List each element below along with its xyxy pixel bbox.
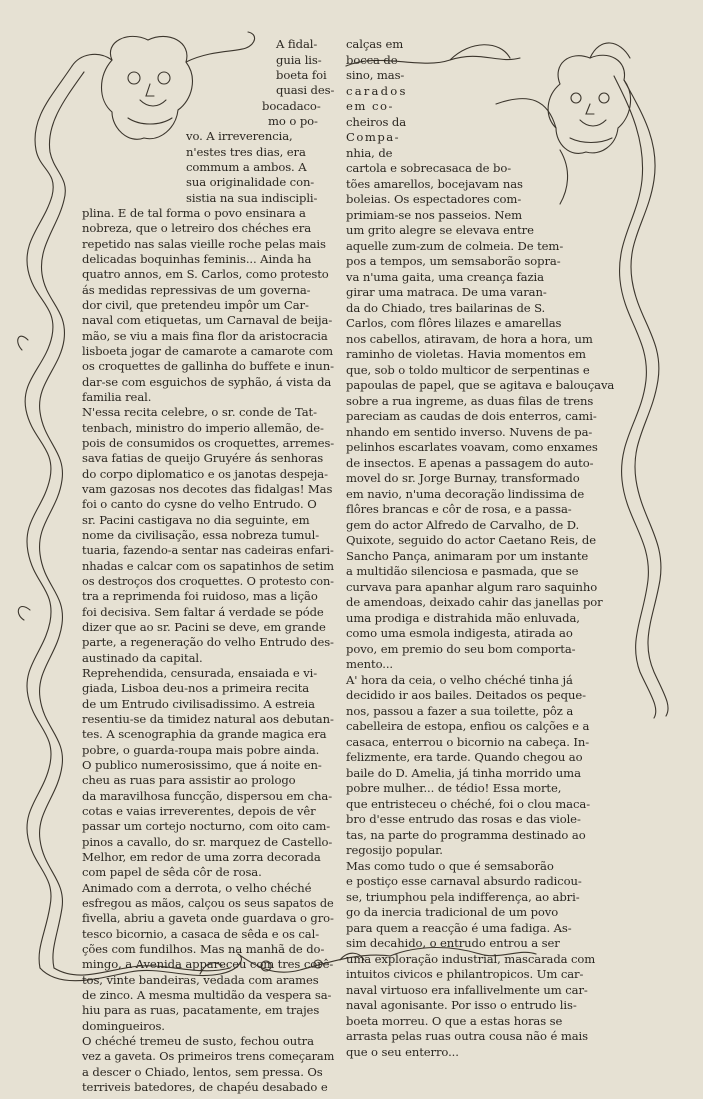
text-line: tra a reprimenda foi ruidoso, mas a lição	[82, 589, 318, 603]
text-line: nobreza, que o letreiro dos chéches era	[82, 221, 312, 235]
text-line: sistia na sua indiscipli-	[186, 191, 318, 205]
text-line: cheu as ruas para assistir ao prologo	[82, 773, 296, 787]
text-line: quatro annos, em S. Carlos, como protesto	[82, 267, 329, 281]
text-line: Carlos, com flôres lilazes e amarellas	[346, 316, 562, 330]
text-line: que, sob o toldo multicor de serpentinas e	[346, 363, 590, 377]
text-line: foi o canto do cysne do velho Entrudo. O	[82, 497, 317, 511]
text-line: pelinhos escarlates voavam, como enxames	[346, 440, 598, 454]
text-line: Reprehendida, censurada, ensaiada e vi-	[82, 666, 318, 680]
text-line: como uma esmola indigesta, atirada ao	[346, 626, 573, 640]
text-line: resentiu-se da timidez natural aos debutan-	[82, 712, 334, 726]
text-line: calças em	[346, 37, 404, 51]
text-line: bocca de	[346, 53, 398, 67]
text-line: de um Entrudo civilisadissimo. A estreia	[82, 697, 315, 711]
text-line: pos a tempos, um semsaborão sopra-	[346, 254, 561, 268]
text-line: de insectos. E apenas a passagem do auto-	[346, 456, 594, 470]
text-line: uma prodiga e distrahida mão enluvada,	[346, 611, 580, 625]
text-line: flôres brancas e côr de rosa, e a passa-	[346, 502, 572, 516]
text-line: foi decisiva. Sem faltar á verdade se póde	[82, 605, 324, 619]
text-line: tesco bicornio, a casaca de sêda e os cal-	[82, 927, 320, 941]
text-line: em navio, n'uma decoração lindissima de	[346, 487, 585, 501]
text-line: O chéché tremeu de susto, fechou outra	[82, 1034, 314, 1048]
text-line: se, triumphou pela indifferença, ao abri-	[346, 890, 580, 904]
text-line: delicadas boquinhas feminis... Ainda ha	[82, 252, 312, 266]
text-line: girar uma matraca. De uma varan-	[346, 285, 547, 299]
text-line: O publico numerosissimo, que á noite en-	[82, 758, 322, 772]
text-line: A' hora da ceia, o velho chéché tinha já	[346, 673, 573, 687]
text-line: cheiros da	[346, 115, 407, 129]
text-line: plina. E de tal forma o povo ensinara a	[82, 206, 306, 220]
text-line: movel do sr. Jorge Burnay, transformado	[346, 471, 580, 485]
text-line: uma exploração industrial, mascarada com	[346, 952, 596, 966]
text-line: A fidal-	[276, 37, 318, 51]
text-line: Melhor, em redor de uma zorra decorada	[82, 850, 321, 864]
text-line: em co-	[346, 99, 394, 113]
text-line: baile do D. Amelia, já tinha morrido uma	[346, 766, 581, 780]
text-line: de amendoas, deixado cahir das janellas por	[346, 595, 603, 609]
text-line: tuaria, fazendo-a sentar nas cadeiras enfari-	[82, 543, 334, 557]
text-line: ções com fundilhos. Mas na manhã de do-	[82, 942, 325, 956]
text-line: primiam-se nos passeios. Nem	[346, 208, 523, 222]
text-line: que o seu enterro...	[346, 1045, 459, 1059]
text-line: sobre a rua ingreme, as duas filas de trens	[346, 394, 594, 408]
text-line: papoulas de papel, que se agitava e balouçava	[346, 378, 615, 392]
text-line: felizmente, era tarde. Quando chegou ao	[346, 750, 583, 764]
text-line: n'estes tres dias, era	[186, 145, 306, 159]
text-line: sr. Pacini castigava no dia seguinte, em	[82, 513, 310, 527]
text-line: decidido ir aos bailes. Deitados os peque-	[346, 688, 586, 702]
text-line: mão, se viu a mais fina flor da aristocracia	[82, 329, 328, 343]
text-line: repetido nas salas vieille roche pelas mais	[82, 237, 326, 251]
text-line: familia real.	[82, 390, 152, 404]
text-line: hiu para as ruas, pacatamente, em trajes	[82, 1003, 320, 1017]
text-line: cartola e sobrecasaca de bo-	[346, 161, 512, 175]
text-line: dor civil, que pretendeu impôr um Car-	[82, 298, 309, 312]
text-line: Animado com a derrota, o velho chéché	[82, 881, 312, 895]
text-line: e postiço esse carnaval absurdo radicou-	[346, 874, 582, 888]
text-line: guia lis-	[276, 53, 322, 67]
text-line: tenbach, ministro do imperio allemão, de-	[82, 421, 324, 435]
text-line: vam gazosas nos decotes das fidalgas! Mas	[82, 482, 333, 496]
text-line: para quem a reacção é uma fadiga. As-	[346, 921, 572, 935]
text-line: bro d'esse entrudo das rosas e das viole-	[346, 812, 581, 826]
text-line: naval agonisante. Por isso o entrudo lis-	[346, 998, 577, 1012]
text-line: a multidão silenciosa e pasmada, que se	[346, 564, 579, 578]
text-line: tões amarellos, bocejavam nas	[346, 177, 523, 191]
text-line: mo o po-	[268, 114, 318, 128]
text-line: Sancho Pança, animaram por um instante	[346, 549, 589, 563]
text-line: regosijo popular.	[346, 843, 443, 857]
text-line: naval virtuoso era infallivelmente um car-	[346, 983, 588, 997]
text-line: que entristeceu o chéché, foi o clou maca-	[346, 797, 591, 811]
text-line: dizer que ao sr. Pacini se deve, em grande	[82, 620, 326, 634]
text-line: Mas como tudo o que é semsaborão	[346, 859, 554, 873]
text-line: bocadaco-	[262, 99, 321, 113]
text-line: vo. A irreverencia,	[186, 129, 293, 143]
text-line: intuitos civicos e philantropicos. Um car-	[346, 967, 584, 981]
right-grotesque-mask-icon	[548, 43, 630, 153]
text-line: boeta morreu. O que a estas horas se	[346, 1014, 563, 1028]
text-line: carados	[346, 84, 408, 98]
text-line: nhando em sentido inverso. Nuvens de pa-	[346, 425, 593, 439]
text-line: giada, Lisboa deu-nos a primeira recita	[82, 681, 310, 695]
text-line: nos cabellos, atiravam, de hora a hora, um	[346, 332, 593, 346]
text-line: casaca, enterrou o bicornio na cabeça. In-	[346, 735, 590, 749]
text-line: arrasta pelas ruas outra cousa não é mais	[346, 1029, 588, 1043]
text-line: sava fatias de queijo Gruyére ás senhoras	[82, 451, 324, 465]
text-line: a descer o Chiado, lentos, sem pressa. Os	[82, 1065, 323, 1079]
text-line: fivella, abriu a gaveta onde guardava o gro-	[82, 911, 334, 925]
text-line: mento...	[346, 657, 394, 671]
text-line: vez a gaveta. Os primeiros trens começaram	[82, 1049, 335, 1063]
text-line: nhia, de	[346, 146, 393, 160]
text-line: ás medidas repressivas de um governa-	[82, 283, 311, 297]
text-line: nome da civilisação, essa nobreza tumul-	[82, 528, 320, 542]
text-line: pareciam as caudas de dois enterros, cami-	[346, 409, 597, 423]
text-line: lisboeta jogar de camarote a camarote com	[82, 344, 334, 358]
text-line: tos, vinte bandeiras, vedada com arames	[82, 973, 319, 987]
text-line: da maravilhosa funcção, dispersou em cha-	[82, 789, 333, 803]
text-line: sino, mas-	[346, 68, 405, 82]
text-line: boleias. Os espectadores com-	[346, 192, 522, 206]
text-line: pinos a cavallo, do sr. marquez de Castello-	[82, 835, 333, 849]
text-line: com papel de sêda côr de rosa.	[82, 865, 262, 879]
text-line: domingueiros.	[82, 1019, 165, 1033]
text-line: Quixote, seguido do actor Caetano Reis, de	[346, 533, 596, 547]
text-line: pobre mulher... de tédio! Essa morte,	[346, 781, 562, 795]
left-grotesque-mask-icon	[72, 32, 255, 139]
text-line: mingo, a Avenida appareceu com tres corê-	[82, 957, 334, 971]
text-line: sim decahido, o entrudo entrou a ser	[346, 936, 560, 950]
text-line: tas, na parte do programma destinado ao	[346, 828, 586, 842]
text-line: naval com etiquetas, um Carnaval de beija-	[82, 313, 333, 327]
text-line: cotas e vaias irreverentes, depois de vêr	[82, 804, 316, 818]
text-line: curvava para apanhar algum raro saquinho	[346, 580, 598, 594]
text-line: nos, passou a fazer a sua toilette, pôz a	[346, 704, 574, 718]
text-line: commum a ambos. A	[186, 160, 307, 174]
text-line: boeta foi	[276, 68, 327, 82]
text-line: gem do actor Alfredo de Carvalho, de D.	[346, 518, 580, 532]
text-line: dar-se com esguichos de syphão, á vista da	[82, 375, 332, 389]
text-line: austinado da capital.	[82, 651, 203, 665]
text-line: um grito alegre se elevava entre	[346, 223, 534, 237]
text-line: os croquettes de gallinha do buffete e inun-	[82, 359, 334, 373]
text-line: va n'uma gaita, uma creança fazia	[346, 270, 544, 284]
text-line: go da inercia tradicional de um povo	[346, 905, 559, 919]
text-line: aquelle zum-zum de colmeia. De tem-	[346, 239, 564, 253]
text-line: raminho de violetas. Havia momentos em	[346, 347, 586, 361]
text-line: pois de consumidos os croquettes, arremes-	[82, 436, 335, 450]
text-line: sua originalidade con-	[186, 175, 315, 189]
text-line: povo, em premio do seu bom comporta-	[346, 642, 576, 656]
text-line: quasi des-	[276, 83, 335, 97]
text-line: do corpo diplomatico e os janotas despeja-	[82, 467, 328, 481]
text-line: os destroços dos croquettes. O protesto con-	[82, 574, 334, 588]
text-line: nhadas e calcar com os sapatinhos de setim	[82, 559, 334, 573]
text-line: Compa-	[346, 130, 401, 144]
text-line: passar um cortejo nocturno, com oito cam-	[82, 819, 331, 833]
text-line: terriveis batedores, de chapéu desabado e	[82, 1080, 328, 1094]
text-line: parte, a regeneração do velho Entrudo des-	[82, 635, 334, 649]
text-line: esfregou as mãos, calçou os seus sapatos de	[82, 896, 334, 910]
text-line: pobre, o guarda-roupa mais pobre ainda.	[82, 743, 320, 757]
text-line: cabelleira de estopa, enfiou os calções e a	[346, 719, 590, 733]
text-line: N'essa recita celebre, o sr. conde de Tat-	[82, 405, 317, 419]
text-line: tes. A scenographia da grande magica era	[82, 727, 327, 741]
text-line: da do Chiado, tres bailarinas de S.	[346, 301, 546, 315]
text-line: de zinco. A mesma multidão da vespera sa-	[82, 988, 332, 1002]
